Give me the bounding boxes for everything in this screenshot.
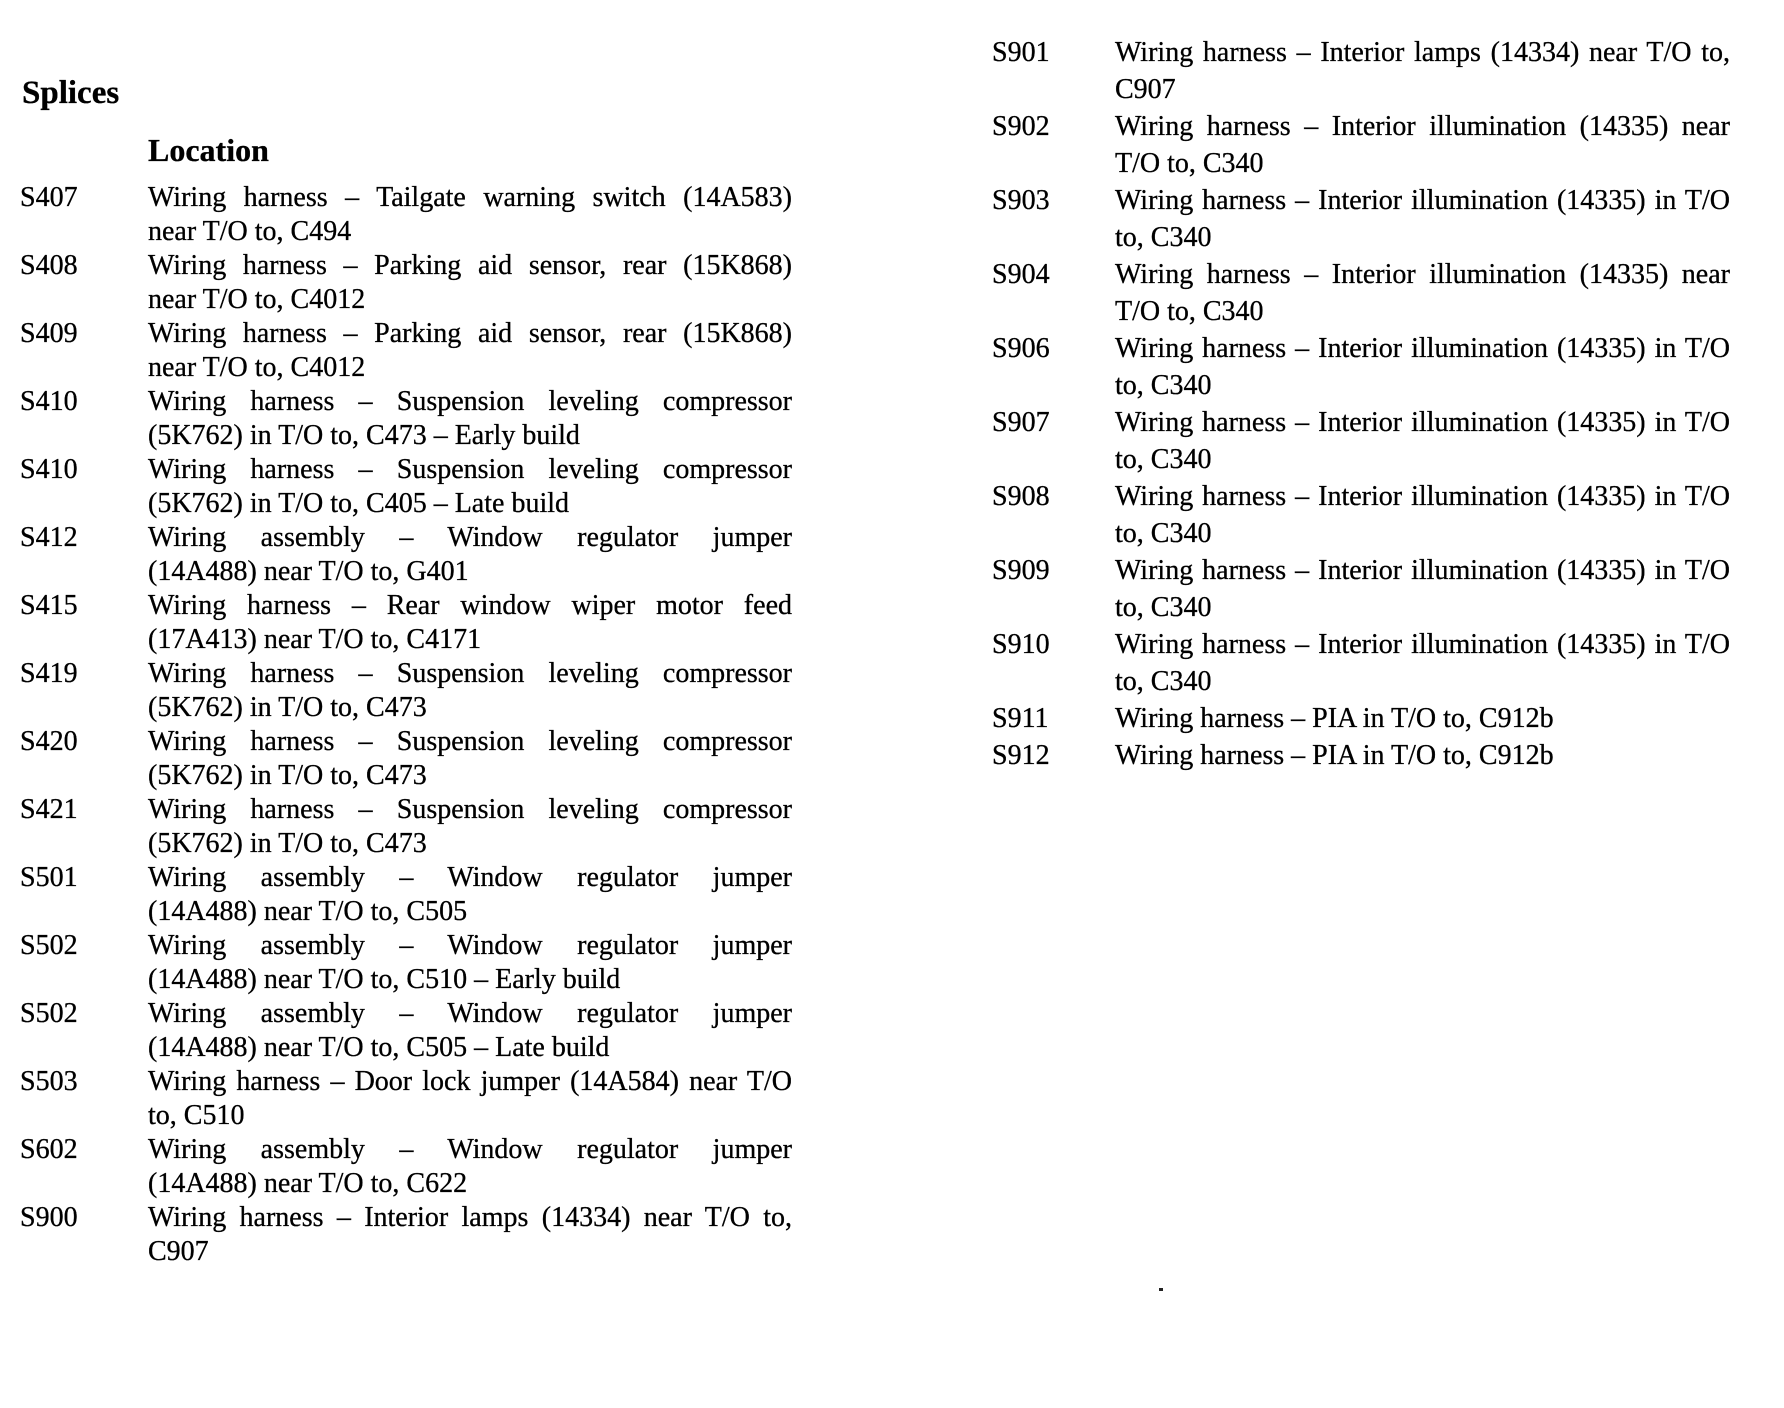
location-line: Wiring harness – Interior illumination (14335) near xyxy=(1115,111,1730,142)
location-line: Wiring harness – Interior illumination (14335) in T/O xyxy=(1115,407,1730,438)
splice-entry xyxy=(20,861,792,929)
location-line: Wiring harness – Parking aid sensor, rear (15K868) xyxy=(148,250,792,281)
location-line: to, C340 xyxy=(1115,666,1212,697)
splice-code: S903 xyxy=(992,185,1050,216)
splice-location xyxy=(1115,256,1730,330)
location-line: near T/O to, C494 xyxy=(148,216,352,247)
location-line: (5K762) in T/O to, C473 xyxy=(148,828,427,859)
splice-entry xyxy=(992,404,1730,478)
splice-code: S912 xyxy=(992,740,1050,771)
location-line: (14A488) near T/O to, C622 xyxy=(148,1168,468,1199)
location-line: Wiring harness – Suspension leveling compressor xyxy=(148,726,792,757)
scan-artifact-dot xyxy=(1159,1288,1163,1291)
location-line: Wiring harness – Parking aid sensor, rear (15K868) xyxy=(148,318,792,349)
splice-code: S911 xyxy=(992,703,1049,734)
splice-entry xyxy=(20,181,792,249)
splice-location xyxy=(148,1065,792,1133)
location-line: Wiring harness – Door lock jumper (14A584) near T/O xyxy=(148,1066,792,1097)
splice-entry xyxy=(20,997,792,1065)
splice-entry xyxy=(992,737,1730,774)
splice-code: S901 xyxy=(992,37,1050,68)
location-line: C907 xyxy=(148,1236,209,1267)
splice-entry xyxy=(992,330,1730,404)
location-line: (14A488) near T/O to, G401 xyxy=(148,556,469,587)
location-line: to, C340 xyxy=(1115,444,1212,475)
splice-location xyxy=(148,1133,792,1201)
splice-code: S410 xyxy=(20,386,78,417)
splice-code: S420 xyxy=(20,726,78,757)
splice-location xyxy=(148,725,792,793)
location-line: Wiring harness – Interior lamps (14334) near T/O to, xyxy=(148,1202,792,1233)
location-line: Wiring harness – Interior illumination (14335) in T/O xyxy=(1115,333,1730,364)
splice-location xyxy=(148,793,792,861)
splice-entry xyxy=(992,626,1730,700)
splice-entry xyxy=(992,552,1730,626)
splice-entry xyxy=(20,1201,792,1269)
location-column-header: Location xyxy=(148,132,269,168)
splice-location xyxy=(1115,626,1730,700)
location-line: Wiring harness – Interior illumination (14335) in T/O xyxy=(1115,185,1730,216)
location-line: Wiring harness – Suspension leveling compressor xyxy=(148,454,792,485)
splice-location xyxy=(1115,182,1730,256)
splice-code: S902 xyxy=(992,111,1050,142)
location-line: Wiring harness – Interior lamps (14334) near T/O to, xyxy=(1115,37,1730,68)
splice-location xyxy=(1115,404,1730,478)
location-line: to, C510 xyxy=(148,1100,245,1131)
splice-code: S410 xyxy=(20,454,78,485)
splice-code: S910 xyxy=(992,629,1050,660)
splice-code: S906 xyxy=(992,333,1050,364)
splice-code: S407 xyxy=(20,182,78,213)
location-line: to, C340 xyxy=(1115,518,1212,549)
splice-location xyxy=(148,861,792,929)
location-line: (17A413) near T/O to, C4171 xyxy=(148,624,482,655)
splice-code: S908 xyxy=(992,481,1050,512)
splice-location xyxy=(148,453,792,521)
location-line: near T/O to, C4012 xyxy=(148,284,366,315)
splice-location xyxy=(148,181,792,249)
splice-entry xyxy=(992,700,1730,737)
splice-entry xyxy=(20,521,792,589)
splice-location xyxy=(1115,552,1730,626)
location-line: to, C340 xyxy=(1115,222,1212,253)
splice-code: S501 xyxy=(20,862,78,893)
location-line: (5K762) in T/O to, C473 – Early build xyxy=(148,420,580,451)
location-line: to, C340 xyxy=(1115,592,1212,623)
splice-entry xyxy=(20,249,792,317)
splice-code: S408 xyxy=(20,250,78,281)
splice-code: S907 xyxy=(992,407,1050,438)
splice-entry xyxy=(20,453,792,521)
splice-location xyxy=(148,1201,792,1269)
location-line: Wiring assembly – Window regulator jumper xyxy=(148,1134,792,1165)
location-line: (5K762) in T/O to, C473 xyxy=(148,760,427,791)
location-line: (14A488) near T/O to, C505 – Late build xyxy=(148,1032,610,1063)
location-line: T/O to, C340 xyxy=(1115,296,1264,327)
splice-location xyxy=(1115,478,1730,552)
location-line: near T/O to, C4012 xyxy=(148,352,366,383)
location-line: T/O to, C340 xyxy=(1115,148,1264,179)
splice-code: S602 xyxy=(20,1134,78,1165)
splice-code: S503 xyxy=(20,1066,78,1097)
splice-code: S909 xyxy=(992,555,1050,586)
splice-entry xyxy=(20,385,792,453)
splice-entry xyxy=(20,929,792,997)
location-line: Wiring harness – Suspension leveling compressor xyxy=(148,658,792,689)
splice-entry xyxy=(20,589,792,657)
splice-location xyxy=(148,521,792,589)
splice-code: S421 xyxy=(20,794,78,825)
location-line: Wiring assembly – Window regulator jumper xyxy=(148,862,792,893)
location-line: Wiring assembly – Window regulator jumper xyxy=(148,522,792,553)
splice-entry xyxy=(992,182,1730,256)
splice-entry xyxy=(20,1065,792,1133)
location-line: (14A488) near T/O to, C510 – Early build xyxy=(148,964,621,995)
splice-entry xyxy=(992,34,1730,108)
splice-location xyxy=(1115,34,1730,108)
splice-location xyxy=(148,385,792,453)
splice-entry xyxy=(20,725,792,793)
splice-location xyxy=(1115,330,1730,404)
location-line: Wiring assembly – Window regulator jumper xyxy=(148,998,792,1029)
splice-code: S502 xyxy=(20,930,78,961)
location-line: Wiring harness – Interior illumination (14335) near xyxy=(1115,259,1730,290)
location-line: Wiring harness – PIA in T/O to, C912b xyxy=(1115,703,1554,734)
splice-entry xyxy=(992,256,1730,330)
splice-location xyxy=(148,589,792,657)
section-title: Splices xyxy=(22,75,120,111)
splice-entry xyxy=(992,478,1730,552)
location-line: (14A488) near T/O to, C505 xyxy=(148,896,468,927)
splice-location xyxy=(148,929,792,997)
location-line: (5K762) in T/O to, C473 xyxy=(148,692,427,723)
location-line: Wiring harness – Suspension leveling compressor xyxy=(148,794,792,825)
splice-list-right-column xyxy=(992,34,1730,774)
location-line: Wiring assembly – Window regulator jumper xyxy=(148,930,792,961)
splice-entry xyxy=(20,317,792,385)
splice-code: S502 xyxy=(20,998,78,1029)
splice-location xyxy=(148,317,792,385)
location-line: to, C340 xyxy=(1115,370,1212,401)
splice-list-left-column xyxy=(20,181,792,1269)
location-line: Wiring harness – PIA in T/O to, C912b xyxy=(1115,740,1554,771)
splice-location xyxy=(148,997,792,1065)
splice-code: S900 xyxy=(20,1202,78,1233)
splice-code: S904 xyxy=(992,259,1050,290)
location-line: Wiring harness – Rear window wiper motor feed xyxy=(148,590,792,621)
location-line: Wiring harness – Interior illumination (14335) in T/O xyxy=(1115,629,1730,660)
splice-entry xyxy=(20,657,792,725)
splice-location xyxy=(1115,700,1730,737)
splice-location xyxy=(148,249,792,317)
splice-code: S409 xyxy=(20,318,78,349)
splice-code: S412 xyxy=(20,522,78,553)
splice-location xyxy=(1115,108,1730,182)
location-line: C907 xyxy=(1115,74,1176,105)
location-line: (5K762) in T/O to, C405 – Late build xyxy=(148,488,569,519)
location-line: Wiring harness – Suspension leveling compressor xyxy=(148,386,792,417)
splice-location xyxy=(148,657,792,725)
splice-code: S415 xyxy=(20,590,78,621)
location-line: Wiring harness – Interior illumination (14335) in T/O xyxy=(1115,555,1730,586)
splice-entry xyxy=(20,793,792,861)
splice-entry xyxy=(20,1133,792,1201)
splice-code: S419 xyxy=(20,658,78,689)
splice-entry xyxy=(992,108,1730,182)
location-line: Wiring harness – Interior illumination (14335) in T/O xyxy=(1115,481,1730,512)
location-line: Wiring harness – Tailgate warning switch (14A583) xyxy=(148,182,792,213)
splice-location xyxy=(1115,737,1730,774)
